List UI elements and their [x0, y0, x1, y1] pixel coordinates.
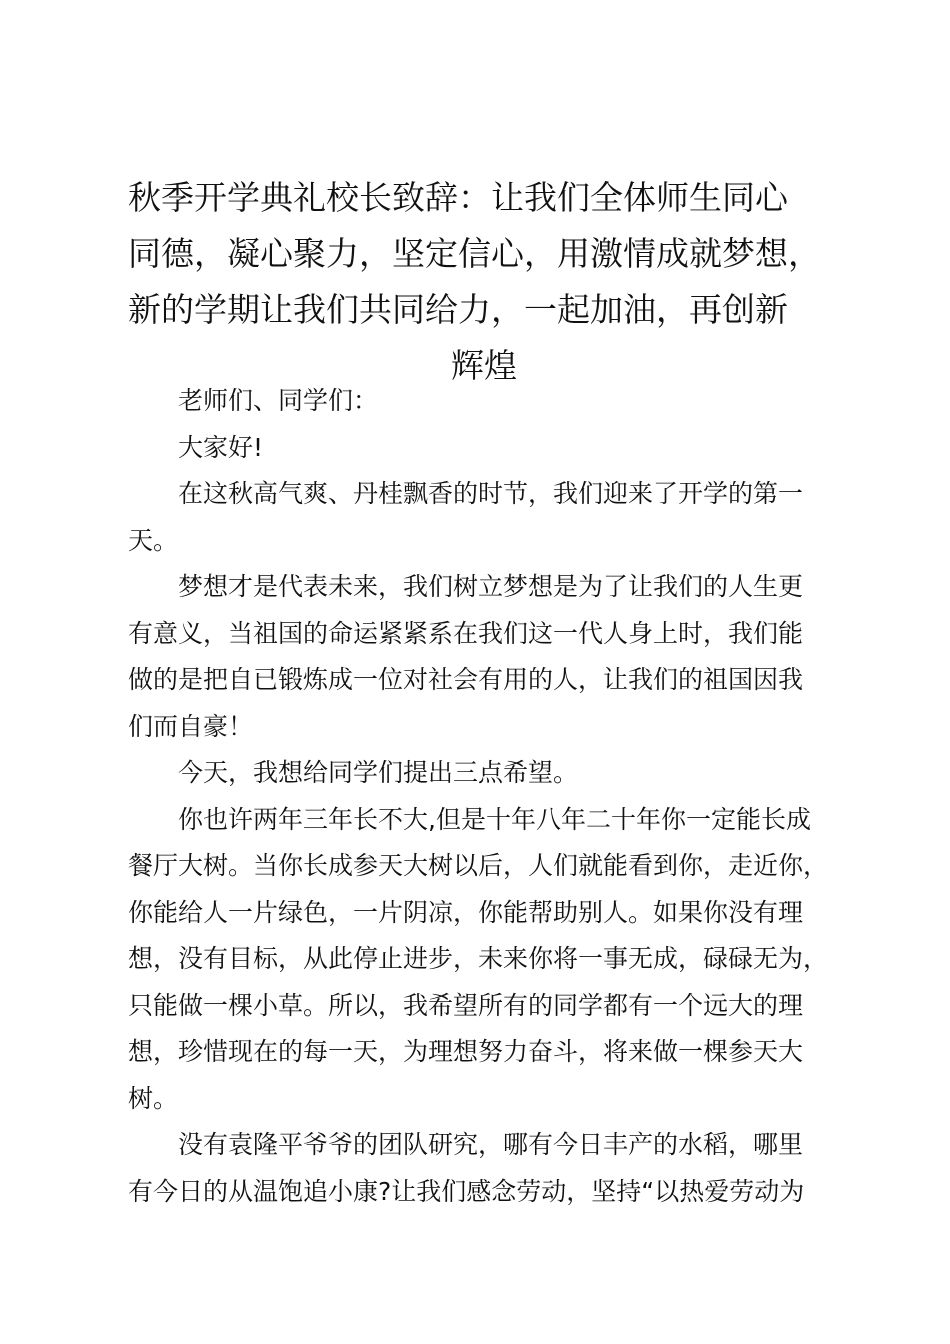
- title-line: 新的学期让我们共同给力，一起加油，再创新: [128, 290, 788, 329]
- title-line: 秋季开学典礼校长致辞：让我们全体师生同心: [128, 178, 788, 217]
- paragraph-line: 你也许两年三年长不大,但是十年八年二十年你一定能长成: [178, 804, 811, 834]
- title-line: 同德，凝心聚力，坚定信心，用激情成就梦想，: [128, 234, 821, 273]
- paragraph-line: 有今日的从温饱追小康?让我们感念劳动，坚持“以热爱劳动为: [128, 1176, 805, 1206]
- paragraph-line: 今天，我想给同学们提出三点希望。: [178, 758, 579, 787]
- paragraph-line: 想，珍惜现在的每一天，为理想努力奋斗，将来做一棵参天大: [128, 1037, 804, 1066]
- salutation: 老师们、同学们：: [178, 386, 379, 415]
- greeting: 大家好!: [178, 432, 264, 462]
- paragraph-line: 做的是把自已锻炼成一位对社会有用的人，让我们的祖国因我: [128, 665, 804, 694]
- paragraph-line: 们而自豪！: [128, 711, 254, 741]
- paragraph-line: 梦想才是代表未来，我们树立梦想是为了让我们的人生更: [178, 572, 804, 601]
- document-title: [128, 170, 840, 394]
- paragraph-line: 天。: [128, 525, 179, 555]
- paragraph-line: 没有袁隆平爷爷的团队研究，哪有今日丰产的水稻，哪里: [178, 1130, 804, 1159]
- paragraph-line: 有意义，当祖国的命运紧紧系在我们这一代人身上时，我们能: [128, 618, 804, 648]
- paragraph-line: 餐厅大树。当你长成参天大树以后，人们就能看到你，走近你，: [128, 851, 829, 880]
- document-body: [128, 378, 840, 1215]
- paragraph-line: 在这秋高气爽、丹桂飘香的时节，我们迎来了开学的第一: [178, 479, 804, 508]
- paragraph-line: 想，没有目标，从此停止进步，未来你将一事无成，碌碌无为，: [128, 944, 829, 973]
- title-line: 辉煌: [451, 346, 517, 385]
- paragraph-line: 只能做一棵小草。所以，我希望所有的同学都有一个远大的理: [128, 990, 804, 1020]
- paragraph-line: 你能给人一片绿色，一片阴凉，你能帮助别人。如果你没有理: [128, 897, 804, 927]
- paragraph-line: 树。: [128, 1083, 179, 1113]
